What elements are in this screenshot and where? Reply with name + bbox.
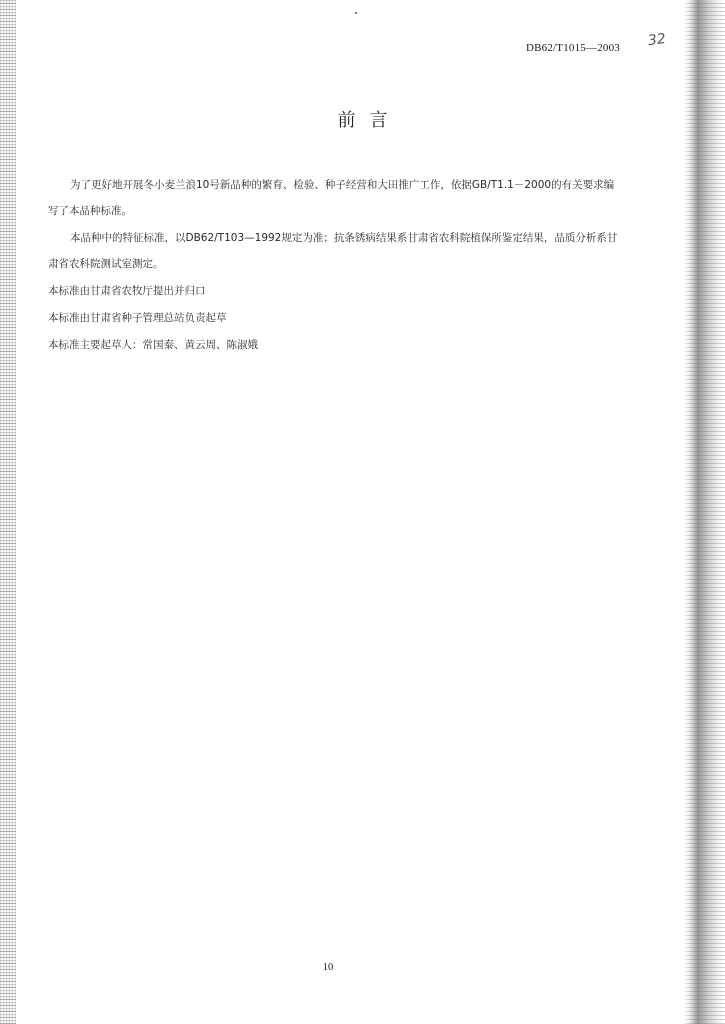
foreword-paragraph-1: 为了更好地开展冬小麦兰浪10号新品种的繁育、检验、种子经营和大田推广工作，依据GB/T1.1－2000的有关要求编写了本品种标准。 — [48, 179, 615, 217]
scan-speck — [355, 12, 357, 14]
drafting-unit-statement: 本标准由甘肃省种子管理总站负责起草 — [48, 312, 227, 324]
section-title: 前言 — [337, 110, 402, 131]
drafters-statement: 本标准主要起草人：常国泰、黄云周、陈淑娥 — [48, 339, 258, 351]
handwritten-page-note: 32 — [646, 30, 667, 50]
foreword-paragraph-2: 本品种中的特征标准，以DB62/T103—1992规定为准；抗条锈病结果系甘肃省农科院植保所鉴定结果，品质分析系甘肃省农科院测试室测定。 — [48, 232, 618, 270]
proposer-statement: 本标准由甘肃省农牧厅提出并归口 — [48, 285, 206, 297]
scan-edge-left — [0, 0, 16, 1024]
scan-edge-right — [684, 0, 725, 1024]
document-code: DB62/T1015—2003 — [525, 42, 620, 54]
page-number: 10 — [322, 962, 334, 973]
